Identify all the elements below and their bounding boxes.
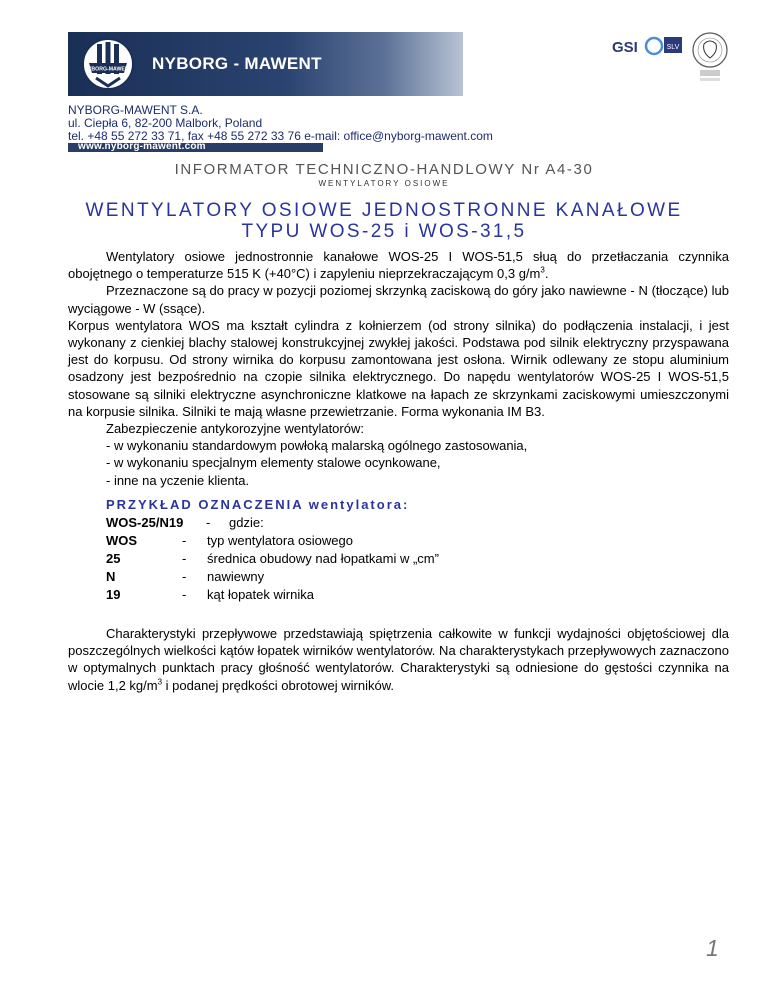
definition-dash: - bbox=[182, 533, 187, 548]
definition-code: WOS bbox=[106, 533, 138, 548]
website-link[interactable]: www.nyborg-mawent.com bbox=[78, 141, 206, 152]
paragraph-characteristics: Charakterystyki przepływowe przedstawiają spiętrzenia całkowite w funkcji wydajności objętościowej dla poszczególnych wielkości kątów łopatek wirników wentylatorów. Na charakterystykach przepływowych zaznaczono w optymalnych punktach pracy głośność wentylatorów. Charakterystyki są odniesione do gęstości czynnika na wlocie 1,2 $kg/m^3$ i podanej prędkości obrotowej wirników. bbox=[68, 626, 729, 693]
website-band bbox=[68, 143, 323, 152]
gsi-ring-icon bbox=[646, 38, 662, 54]
definition-desc: typ wentylatora osiowego bbox=[207, 533, 353, 548]
paragraph-2: Przeznaczone są do pracy w pozycji poziomej skrzynką zaciskową do góry jako nawiewne - N (tłoczące) lub wyciągowe - W (ssące). bbox=[68, 283, 729, 316]
definition-desc: kąt łopatek wirnika bbox=[207, 587, 314, 602]
certification-logos bbox=[610, 28, 730, 98]
svg-text:NYBORG-MAWENT: NYBORG-MAWENT bbox=[84, 66, 132, 73]
bullet-item: - w wykonaniu specjalnym elementy stalowe ocynkowane, bbox=[106, 455, 441, 471]
characteristics-text bbox=[68, 625, 729, 694]
definition-dash: - bbox=[182, 587, 187, 602]
definition-desc: średnica obudowy nad łopatkami w „cm” bbox=[207, 551, 439, 566]
paragraph-3: Korpus wentylatora WOS ma kształt cylindra z kołnierzem (od strony silnika) do podłączenia instalacji, i jest wykonany z cienkiej blachy stalowej konstrukcyjnej zwykłej jakości. Podstawa pod silnik elektryczny przyspawana jest do korpusu. Od strony wirnika do korpusu zamontowana jest osłona. Wirnik odlewany ze stopu aluminium osadzony jest bezpośrednio na czopie silnika elektrycznego. Do napędu wentylatorów WOS-25 I WOS-51,5 stosowane są silniki elektryczne asynchroniczne klatkowe na łapach ze skrzynkami zaciskowymi umieszczonymi na korpusie silnika. Silniki te mają własne przewietrzanie. Forma wykonania IM B3. bbox=[68, 317, 729, 419]
company-street: ul. Ciepła 6, 82-200 Malbork, Poland bbox=[68, 116, 263, 130]
definition-code: 25 bbox=[106, 551, 121, 566]
example-heading: PRZYKŁAD OZNACZENIA wentylatora: bbox=[106, 497, 410, 512]
nyborg-emblem-icon bbox=[80, 36, 136, 92]
bullet-item: - inne na yczenie klienta. bbox=[106, 472, 250, 488]
definition-row bbox=[106, 533, 606, 550]
definition-code: WOS-25/N19 bbox=[106, 515, 184, 530]
company-contact: tel. +48 55 272 33 71, fax +48 55 272 33 76 e-mail: office@nyborg-mawent.com bbox=[68, 129, 493, 143]
paragraph-1: Wentylatory osiowe jednostronnie kanałowe WOS-25 I WOS-51,5 słuą do przetłaczania czynnika obojętnego o temperaturze 515 K (+40°C) i zapyleniu nieprzekraczającym 0,3 $g/m^3$. bbox=[68, 249, 729, 282]
informator-title: INFORMATOR TECHNICZNO-HANDLOWY Nr A4-30 bbox=[174, 161, 594, 178]
definition-row bbox=[106, 551, 606, 568]
slv-badge-text: SLV bbox=[666, 44, 680, 51]
definition-dash: - bbox=[182, 551, 187, 566]
body-text bbox=[68, 248, 729, 489]
informator-subtitle: WENTYLATORY OSIOWE bbox=[318, 179, 450, 188]
brand-name: NYBORG - MAWENT bbox=[152, 54, 322, 73]
definition-desc: nawiewny bbox=[207, 569, 265, 584]
definition-code: N bbox=[106, 569, 116, 584]
definition-dash: - bbox=[182, 569, 187, 584]
main-title-line2: TYPU WOS-25 i WOS-31,5 bbox=[241, 221, 527, 242]
definition-row bbox=[106, 569, 606, 586]
definition-row bbox=[106, 515, 606, 532]
definition-code: 19 bbox=[106, 587, 121, 602]
bullet-item: - w wykonaniu standardowym powłoką malarską ogólnego zastosowania, bbox=[106, 438, 528, 454]
definition-dash: - bbox=[206, 515, 211, 530]
paragraph-4: Zabezpieczenie antykorozyjne wentylatorów: bbox=[106, 421, 364, 437]
main-title-line1: WENTYLATORY OSIOWE JEDNOSTRONNE KANAŁOWE bbox=[85, 200, 683, 221]
page-number: 1 bbox=[706, 935, 719, 961]
definition-row bbox=[106, 587, 606, 604]
definition-desc: gdzie: bbox=[229, 515, 264, 530]
gsi-logo-text: GSI bbox=[612, 39, 638, 56]
header-banner bbox=[68, 32, 463, 96]
company-name: NYBORG-MAWENT S.A. bbox=[68, 103, 203, 117]
